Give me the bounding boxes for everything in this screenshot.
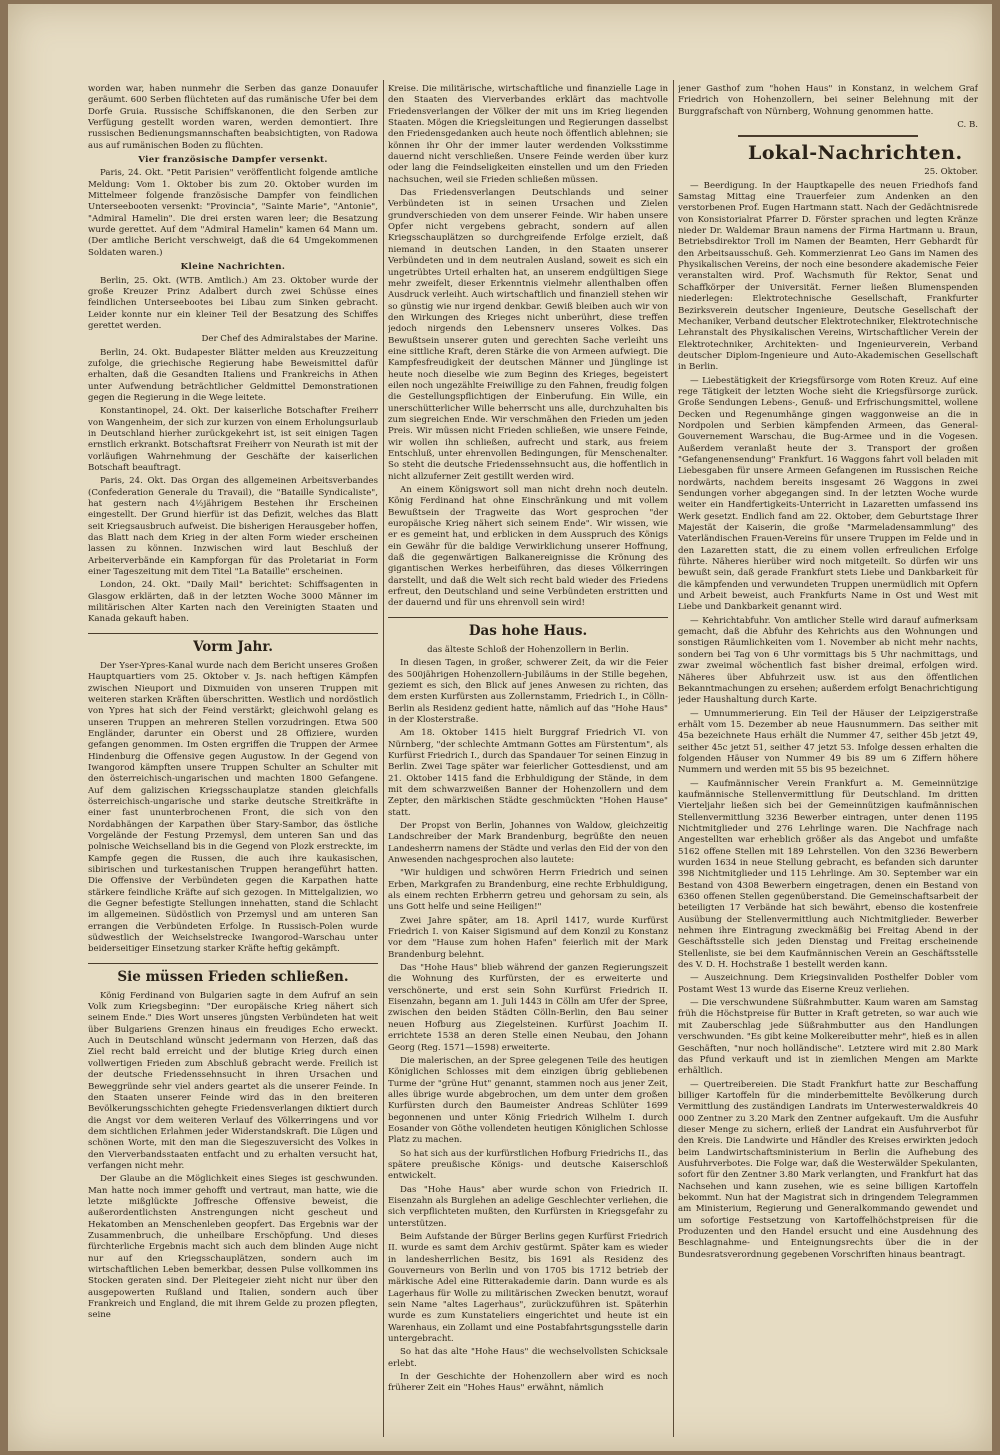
steamer-paragraph: Paris, 24. Okt. "Petit Parisien" veröffentlicht folgende amtliche Meldung: Vom 1. Oktober bis zum 20. Oktober wurden im Mittelmeer folgende französische Dampfer von feindlichen Unterseebooten versenkt: "Provincia", "Sainte Marie", "Antonie", "Admiral Hamelin". Die drei ersten waren leer; die Besatzung wurde gerettet. Auf dem "Admiral Hamelin" kamen 64 Mann um. (Der amtliche Bericht verschweigt, daß die 64 Umgekommenen Soldaten waren.) [88,168,378,258]
column-left [88,84,378,1437]
frieden-paragraph: König Ferdinand von Bulgarien sagte in dem Aufruf an sein Volk zum Kriegsbeginn: "Der europäische Krieg nähert sich seinem Ende." Dies Wort unseres jüngsten Verbündeten hat weit über Bulgariens Grenzen hinaus ein freudiges Echo erweckt. Auch in Deutschland wünscht jedermann von Herzen, daß das Ziel recht bald erreicht und der blutige Krieg durch einen vollwertigen Frieden zum Abschluß gebracht werde. Freilich ist der deutsche Friedenssehnsucht in ihren Ursachen und Beweggründe sehr viel anders geartet als die unserer Feinde. In den Staaten unserer Feinde wird das in den breiteren Bevölkerungsschichten gehegte Friedensverlangen diktiert durch die Angst vor dem weiteren Verlauf des Völkerringens und vor dem sichtlichen Erlahmen jeder Widerstandskraft. Die Lügen und schönen Worte, mit den man die Siegeszuversicht des Volkes in den Vierverbandsstaaten entfacht und zu erhalten versucht hat, verfangen nicht mehr. [88,990,378,1171]
lokal-item: — Kehrichtabfuhr. Von amtlicher Stelle wird darauf aufmerksam gemacht, daß die Abfuhr des Kehrichts aus den Wohnungen und sonstigen Räumlichkeiten vom 1. November ab nicht mehr nachts, sondern bei Tag von 6 Uhr vormittags bis 5 Uhr nachmittags, und zwar zweimal wöchentlich fast bisher dreimal, erfolgen wird. Näheres über Abfuhrzeit usw. ist aus den öffentlichen Bekanntmachungen zu ersehen; außerdem erfolgt Benachrichtigung jeder Haushaltung durch Karte. [678,615,978,706]
column-right [678,84,978,1437]
lokal-item: — Auszeichnung. Dem Kriegsinvaliden Posthelfer Dobler vom Postamt West 13 wurde das Eiserne Kreuz verliehen. [678,973,978,995]
lokal-item: — Quertreibereien. Die Stadt Frankfurt hatte zur Beschaffung billiger Kartoffeln für die minderbemittelte Bevölkerung durch Vermittlung des zuständigen Landrats im Unterwesterwaldkreis 40 000 Zentner zu 3.20 Mark den Zentner aufgekauft. Um die Ausfuhr dieser Menge zu sichern, erließ der Landrat ein Ausfuhrverbot für den Kreis. Die Landwirte und Händler des Kreises erwirkten jedoch beim Landwirtschaftsministerium in Berlin die Aufhebung des Ausfuhrverbotes. Die Folge war, daß die Westerwälder Spekulanten, sofort für den Zentner 3.80 Mark verlangten, und Frankfurt hat das Nachsehen und kann zusehen, wie es seine billigen Kartoffeln bekommt. Nun hat der Magistrat sich in dringendem Telegrammen am Ministerium, Regierung und Generalkommando gewendet und um sofortige Festsetzung von Kartoffelhöchstpreisen für die Produzenten und den Handel ersucht und eine Ausdehnung des Beschlagnahme- und Enteignungsrechts über die in der Bundesratsverordnung gegebenen Vorschriften hinaus beantragt. [678,1079,978,1260]
hohes-haus-paragraph: Am 18. Oktober 1415 hielt Burggraf Friedrich VI. von Nürnberg, "der schlechte Amtmann Gottes am Fürstentum", als Kurfürst Friedrich I., durch das Spandauer Tor seinen Einzug in Berlin. Zwei Tage später war feierlicher Gottesdienst, und am 21. Oktober 1415 fand die Erbhuldigung der Stände, in dem mit dem schwarzweißen Banner der Hohenzollern und dem Zepter, den märkischen Städte geschmückten "Hohen Hause" statt. [388,728,668,818]
frieden-heading: Sie müssen Frieden schließen. [88,963,378,986]
vorjahr-paragraph: Der Yser-Ypres-Kanal wurde nach dem Bericht unseres Großen Hauptquartiers vom 25. Oktober v. Js. nach heftigen Kämpfen zwischen Nieuport und Dixmuiden von unseren Truppen mit weiteren starken Kräften überschritten. Westlich und nordöstlich von Ypres hat sich der Feind verstärkt; gleichwohl gelang es unseren Truppen an mehreren Stellen vorzudringen. Etwa 500 Engländer, darunter ein Oberst und 28 Offiziere, wurden gefangen genommen. Im Osten ergriffen die Truppen der Armee Hindenburg die Offensive gegen Augustow. In der Gegend von Iwangorod kämpften unsere Truppen Schulter an Schulter mit den österreichisch-ungarischen und machten 1800 Gefangene. Auf dem galizischen Kriegsschauplatze standen gleichfalls österreichisch-ungarische und starke deutsche Streitkräfte in einer fast ununterbrochenen Front, die sich von den Nordabhängen der Karpathen über Stary-Sambor, das östliche Vorgelände der Festung Przemysl, dem unteren San und das polnische Weichselland bis in die Gegend von Plozk erstreckte, im Kampfe gegen die Russen, die auch ihre kaukasischen, sibirischen und turkestanischen Truppen herangeführt hatten. Die Offensive der Verbündeten gegen die Karpathen hatte stärkere feindliche Kräfte auf sich gezogen. In Mittelgalizien, wo die Gegner befestigte Stellungen innehatten, stand die Schlacht im allgemeinen. Südöstlich von Przemysl und am unteren San errangen die Verbündeten Erfolge. In Russisch-Polen wurde südwestlich der Weichselstrecke Iwangorod–Warschau unter beiderseitiger Einsetzung starker Kräfte heftig gekämpft. [88,660,378,955]
hohes-haus-paragraph: Die malerischen, an der Spree gelegenen Teile des heutigen Königlichen Schlosses mit dem einzigen übrig gebliebenen Turme der "grüne Hut" genannt, stammen noch aus jener Zeit, alles übrige wurde abgebrochen, um dem unter dem großen Kurfürsten durch den Baumeister Andreas Schlüter 1699 begonnenen und unter König Friedrich Wilhelm I. durch Eosander von Göthe vollendeten heutigen Königlichen Schlosse Platz zu machen. [388,1055,668,1146]
lokal-item: — Umnummerierung. Ein Teil der Häuser der Leipzigerstraße erhält vom 15. Dezember ab neue Hausnummern. Das seither mit 45a bezeichnete Haus erhält die Nummer 47, seither 45b jetzt 49, seither 45c jetzt 51, seither 47 jetzt 53. Infolge dessen erhalten die folgenden Häuser von Nummer 49 bis 89 um 6 Ziffern höhere Nummern und werden mit 55 bis 95 bezeichnet. [678,708,978,776]
column-rule [383,80,384,1437]
news-item: Berlin, 24. Okt. Budapester Blätter melden aus Kreuzzeitung zufolge, die griechische Regierung habe Beweismittel dafür erhalten, daß die Gesandten Italiens und Frankreichs in Athen unter Aufwendung beträchtlicher Geldmittel Demonstrationen gegen die Regierung in die Wege leitete. [88,347,378,403]
frieden-continued: Das Friedensverlangen Deutschlands und seiner Verbündeten ist in seinen Ursachen und Zielen grundverschieden von dem unserer Feinde. Wir haben unsere Opfer nicht vergebens gebracht, sondern auf allen Kriegsschauplätzen so durchgreifende Erfolge erzielt, daß niemand in deutschen Landen, in den Staaten unserer Verbündeten und in dem neutralen Ausland, soweit es sich ein ungetrübtes Urteil erhalten hat, an unserem endgültigen Siege mehr zweifelt, dieser Erkenntnis vielmehr allenthalben offen Ausdruck verleiht. Auch wirtschaftlich und finanziell stehen wir so günstig wie nur irgend denkbar. Gewiß bleiben auch wir von den Wirkungen des Krieges nicht unberührt, diese treffen jedoch nirgends den Lebensnerv unseres Volkes. Das Bewußtsein unserer guten und gerechten Sache verleiht uns eine sittliche Kraft, deren Stärke die von Armeen aufwiegt. Die Kampfesfreudigkeit der deutschen Männer und Jünglinge ist heute noch dieselbe wie zum Beginn des Krieges, begeistert eilen noch ungezählte Freiwillige zu den Fahnen, freudig folgen die Gestellungspflichtigen der Einberufung. Ein Wille, ein unerschütterlicher Wille beherrscht uns alle, durchzuhalten bis zum siegreichen Ende. Wir verschmähen den Frieden um jeden Preis. Wir müssen nicht Frieden schließen, wie unsere Feinde, wir wollen ihn schließen, aufrecht und stark, aus freiem Entschluß, unter ehrenvollen Bedingungen, für Menschenalter. So steht die deutsche Friedenssehnsucht aus, die hoffentlich in nicht allzuferner Zeit gestillt werden wird. [388,188,668,482]
lokal-item: — Die verschwundene Süßrahmbutter. Kaum waren am Samstag früh die Höchstpreise für Butter in Kraft getreten, so war auch wie mit Zauberschlag jede Süßrahmbutter aus den Handlungen verschwunden. "Es gibt keine Molkereibutter mehr", hieß es in allen Geschäften, "nur noch holländische". Letztere wird mit 2.80 Mark das Pfund verkauft und ist in ziemlichen Mengen am Markte erhältlich. [678,998,978,1077]
hohes-haus-signature: C. B. [957,120,978,131]
hohes-haus-paragraph: Beim Aufstande der Bürger Berlins gegen Kurfürst Friedrich II. wurde es samt dem Archiv gestürmt. Später kam es wieder in landesherrlichen Besitz, bis 1691 als Residenz des Gouverneurs von Berlin und von 1705 bis 1712 betrieb der märkische Adel eine Ritterakademie darin. Dann wurde es als Lagerhaus für Wolle zu militärischen Zwecken benutzt, worauf sein Name "altes Lagerhaus", zurückzuführen ist. Späterhin wurde es zum Kunstateliers eingerichtet und heute ist ein Warenhaus, ein Zollamt und eine Postabfahrtsgungsstelle darin untergebracht. [388,1232,668,1345]
section-divider [738,135,918,137]
hohes-haus-paragraph: In diesen Tagen, in großer, schwerer Zeit, da wir die Feier des 500jährigen Hohenzollern-Jubiläums in der Stille begehen, geziemt es sich, den Blick auf jenes Anwesen zu richten, das dem ersten Kurfürsten aus Zollernstamm, Friedrich I., in Cölln-Berlin als Residenz gedient hatte, nämlich auf das "Hohe Haus" in der Klosterstraße. [388,658,668,725]
hohes-haus-paragraph: Das "Hohe Haus" aber wurde schon von Friedrich II. Eisenzahn als Burglehen an adelige Geschlechter verliehen, die sich verpflichteten mußten, den Kurfürsten in Kriegsgefahr zu unterstützen. [388,1184,668,1229]
frieden-paragraph: Der Glaube an die Möglichkeit eines Sieges ist geschwunden. Man hatte noch immer gehofft und vertraut, man hatte, wie die letzte mißglückte Joffresche Offensive beweist, die außerordentlichsten Anstrengungen nicht gescheut und Hekatomben an Menschenleben geopfert. Das Ergebnis war der Zusammenbruch, die unheilbare Erschöpfung. Und dieses fürchterliche Ergebnis macht sich auch dem blinden Auge nicht nur auf den Kriegsschauplätzen, sondern auch im wirtschaftlichen Leben bemerkbar, dessen Pulse vollkommen ins Stocken geraten sind. Der Pleitegeier zieht nicht nur über den ausgepowerten Rußland und Italien, sondern auch über Frankreich und England, die mit ihrem Gelde zu prozen pflegten, seine [88,1174,378,1321]
hohes-haus-paragraph: Zwei Jahre später, am 18. April 1417, wurde Kurfürst Friedrich I. von Kaiser Sigismund auf dem Konzil zu Konstanz vor dem "Hause zum hohen Hafen" feierlich mit der Mark Brandenburg belehnt. [388,915,668,960]
news-signature: Der Chef des Admiralstabes der Marine. [201,334,378,345]
lokal-dateline: 25. Oktober. [924,167,978,178]
hohes-haus-paragraph: Das "Hohe Haus" blieb während der ganzen Regierungszeit die Wohnung des Kurfürsten, der es erweiterte und verschönerte, und erst sein Sohn Kurfürst Friedrich II. Eisenzahn, begann am 1. Juli 1443 in Cölln am Ufer der Spree, zwischen den beiden Städten Cölln-Berlin, den Bau seiner neuen Hofburg aus Ziegelsteinen. Kurfürst Joachim II. errichtete 1538 an deren Stelle einen Neubau, den Johann Georg (Reg. 1571—1598) erweiterte. [388,963,668,1053]
hohes-haus-paragraph: Der Propst von Berlin, Johannes von Waldow, gleichzeitig Landschreiber der Mark Brandenburg, begrüßte den neuen Landesherrn namens der Städte und verlas den Eid der von den Anwesenden nachgesprochen also lautete: [388,820,668,865]
hohes-haus-subtitle: das älteste Schloß der Hohenzollern in Berlin. [427,644,629,655]
column-middle [388,84,668,1437]
lokal-heading: Lokal-Nachrichten. [748,142,963,165]
steamer-heading: Vier französische Dampfer versenkt. [138,155,328,166]
hohes-haus-paragraph: So hat sich aus der kurfürstlichen Hofburg Friedrichs II., das spätere preußische Königs- und deutsche Kaiserschloß entwickelt. [388,1148,668,1182]
hohes-haus-paragraph: In der Geschichte der Hohenzollern aber wird es noch früherer Zeit ein "Hohes Haus" erwähnt, nämlich [388,1372,668,1394]
hohes-haus-heading: Das hohe Haus. [388,617,668,640]
vorjahr-heading: Vorm Jahr. [88,633,378,656]
news-item: Berlin, 25. Okt. (WTB. Amtlich.) Am 23. Oktober wurde der große Kreuzer Prinz Adalbert durch zwei Schüsse eines feindlichen Unterseebootes bei Libau zum Sinken gebracht. Leider konnte nur ein kleiner Teil der Besatzung des Schiffes gerettet werden. [88,275,378,331]
hohes-haus-continued: jener Gasthof zum "hohen Haus" in Konstanz, in welchem Graf Friedrich von Hohenzollern, bei seiner Belehnung mit der Burggrafschaft von Nürnberg, Wohnung genommen hatte. [678,84,978,117]
news-item: London, 24. Okt. "Daily Mail" berichtet: Schiffsagenten in Glasgow erklärten, daß in der letzten Woche 3000 Männer im militärischen Alter Karten nach den Vereinigten Staaten und Kanada gekauft haben. [88,580,378,625]
lokal-item: — Kaufmännischer Verein Frankfurt a. M. Gemeinnützige kaufmännische Stellenvermittlung für Deutschland. Im dritten Vierteljahr ließen sich bei der Gemeinnützigen kaufmännischen Stellenvermittlung 3236 Bewerber eintragen, unter denen 1195 Nichtmitglieder und 276 Lehrlinge waren. Die Nachfrage nach Angestellten war erheblich größer als das Angebot und umfaßte 5162 offene Stellen mit 189 Lehrstellen. Von den 3236 Bewerbern wurden 1634 in neue Stellung gebracht, es befanden sich darunter 398 Nichtmitglieder und 115 Lehrlinge. Am 30. September war ein Bestand von 4308 Bewerbern eingetragen, denen ein Bestand von 6360 offenen Stellen gegenüberstand. Die Gemeinschaftsarbeit der beteiligten 17 Verbände hat sich bewährt, ebenso die kostenfreie Ausübung der Stellenvermittlung auch Nichtmitglieder. Bewerber nehmen ihre Eintragung zweckmäßig bei Freitag Abend in der Geschäftsstelle sich jeden Dienstag und Freitag erscheinende Stellenliste, sie bei dem Kaufmännischen Verein an Geschäftsstelle des V. D. H. Hochstraße 1 bestellt werden kann. [678,778,978,971]
intro-paragraph: worden war, haben nunmehr die Serben das ganze Donauufer geräumt. 600 Serben flüchteten auf das rumänische Ufer bei dem Dorfe Gruia. Russische Schiffskanonen, die den Serben zur Verfügung gestellt worden waren, werden demontiert. Ihre russischen Bedienungsmannschaften beabsichtigten, von Radowa aus auf rumänischen Boden zu flüchten. [88,84,378,151]
lokal-item: — Liebestätigkeit der Kriegsfürsorge vom Roten Kreuz. Auf eine rege Tätigkeit der letzten Woche sieht die Kriegsfürsorge zurück. Große Sendungen Lebens-, Genuß- und Erfrischungsmittel, wollene Decken und Regenumhänge gingen waggonweise an die in Nordpolen und Serbien kämpfenden Armeen, das General-Gouvernement Warschau, die Bug-Armee und in die Vogesen. Außerdem veranlaßt heute der 3. Transport der großen "Gefangenensendung" Frankfurt. 16 Waggons fahrt voll beladen mit Liebesgaben für unsere Armeen Gefangenen im Russischen Reiche nordwärts, nachdem bereits insgesamt 26 Waggons in zwei Sendungen vorher abgegangen sind. In der letzten Woche wurde weiter ein Handfertigkeits-Unterricht in Lazaretten umfassend ins Werk gesetzt. Endlich fand am 22. Oktober, dem Geburtstage Ihrer Majestät der Kaiserin, die große "Marmeladensammlung" des Vaterländischen Frauen-Vereins für unsere Truppen im Felde und in den Lazaretten statt, die zu einem vollen erfreulichen Erfolge führte. Näheres hierüber wird noch mitgeteilt. So dürfen wir uns bewußt sein, daß gerade Frankfurt stets Liebe und Dankbarkeit für die kämpfenden und verwundeten Truppen unermüdlich mit Opfern und Arbeit beweist, auch Frankfurts Name in Ost und West mit Liebe und Dankbarkeit genannt wird. [678,375,978,613]
hohes-haus-paragraph: So hat das alte "Hohe Haus" die wechselvollsten Schicksale erlebt. [388,1347,668,1369]
newspaper-page [8,4,992,1451]
frieden-continued: Kreise. Die militärische, wirtschaftliche und finanzielle Lage in den Staaten des Vierverbandes erklärt das machtvolle Friedensverlangen der Völker der mit uns im Krieg liegenden Staaten. Mögen die Kriegsleitungen und Regierungen dasselbst den Friedensgedanken auch heute noch öffentlich ablehnen; sie können ihr Ohr der immer lauter werdenden Volksstimme dauernd nicht verschließen. Unsere Feinde werden über kurz oder lang die Feindseligkeiten einstellen und um den Frieden nachsuchen, weil sie Frieden schließen müssen. [388,84,668,185]
lokal-item: — Beerdigung. In der Hauptkapelle des neuen Friedhofs fand Samstag Mittag eine Trauerfeier zum Andenken an den verstorbenen Prof. Eugen Hartmann statt. Nach der Gedächtnisrede von Konsistorialrat Pfarrer D. Förster sprachen und legten Kränze nieder Dr. Waldemar Braun namens der Firma Hartmann u. Braun, Betriebsdirektor Troll im Namen der Beamten, Herr Gebhardt für den Arbeitsausschuß. Geh. Kommerzienrat Leo Gans im Namen des Physikalischen Vereins, der noch eine besondere akademische Feier veranstalten wird. Prof. Wachsmuth für Rektor, Senat und Schaffkörper der Universität. Ferner ließen Blumenspenden niederlegen: Elektrotechnische Gesellschaft, Frankfurter Bezirksverein deutscher Ingenieure, Deutsche Gesellschaft der Mechaniker, Verband deutscher Elektrotechniker, Elektrotechnische Lehranstalt des Physikalischen Vereins, Wirtschaftlicher Verein der Elektrotechniker, Architekten- und Ingenieurverein, Verband deutscher Diplom-Ingenieure und Auto-Akademischen Gesellschaft in Berlin. [678,180,978,373]
hohes-haus-paragraph: "Wir huldigen und schwören Herrn Friedrich und seinen Erben, Markgrafen zu Brandenburg, eine rechte Erbhuldigung, als einem rechten Erbherrn getreu und gehorsam zu sein, als uns Gott helfe und seine Heiligen!" [388,868,668,913]
frieden-continued: An einem Königswort soll man nicht drehn noch deuteln. König Ferdinand hat ohne Einschränkung und mit vollem Bewußtsein der Tragweite das Wort gesprochen "der europäische Krieg nähert sich seinem Ende". Wir wissen, wie er es gemeint hat, und erblicken in dem Ausspruch des Königs ein Gewähr für die baldige Verwirklichung unserer Hoffnung, daß die gegenwärtigen Balkanereignisse die Krönung des gigantischen Werkes herbeiführen, das dieses Völkerringen darstellt, und daß die Welt sich recht bald wieder des Friedens erfreut, den Deutschland und seine Verbündeten erstritten und der dauernd und für uns ehrenvoll sein wird! [388,485,668,609]
news-item: Paris, 24. Okt. Das Organ des allgemeinen Arbeitsverbandes (Confederation Generale du Travail), die "Bataille Syndicaliste", hat gestern nach 4½jährigem Bestehen ihr Erscheinen eingestellt. Der Grund hierfür ist das Defizit, welches das Blatt seit Kriegsausbruch aufweist. Die bisherigen Herausgeber hoffen, das Blatt nach dem Krieg in der alten Form wieder erscheinen lassen zu können. Inzwischen wird laut Beschluß der Arbeiterverbände ein Kampforgan für das Proletariat in Form einer Tageszeitung mit dem Titel "La Bataille" erscheinen. [88,476,378,578]
news-item: Konstantinopel, 24. Okt. Der kaiserliche Botschafter Freiherr von Wangenheim, der sich zur kurzen von einem Erholungsurlaub in Deutschland hierher zurückgekehrt ist, ist seit einigen Tagen ernstlich erkrankt. Botschaftsrat Freiherr von Neurath ist mit der vorläufigen Wahrnehmung der Geschäfte der kaiserlichen Botschaft beauftragt. [88,406,378,473]
column-rule [673,80,674,1437]
news-heading: Kleine Nachrichten. [180,262,286,273]
